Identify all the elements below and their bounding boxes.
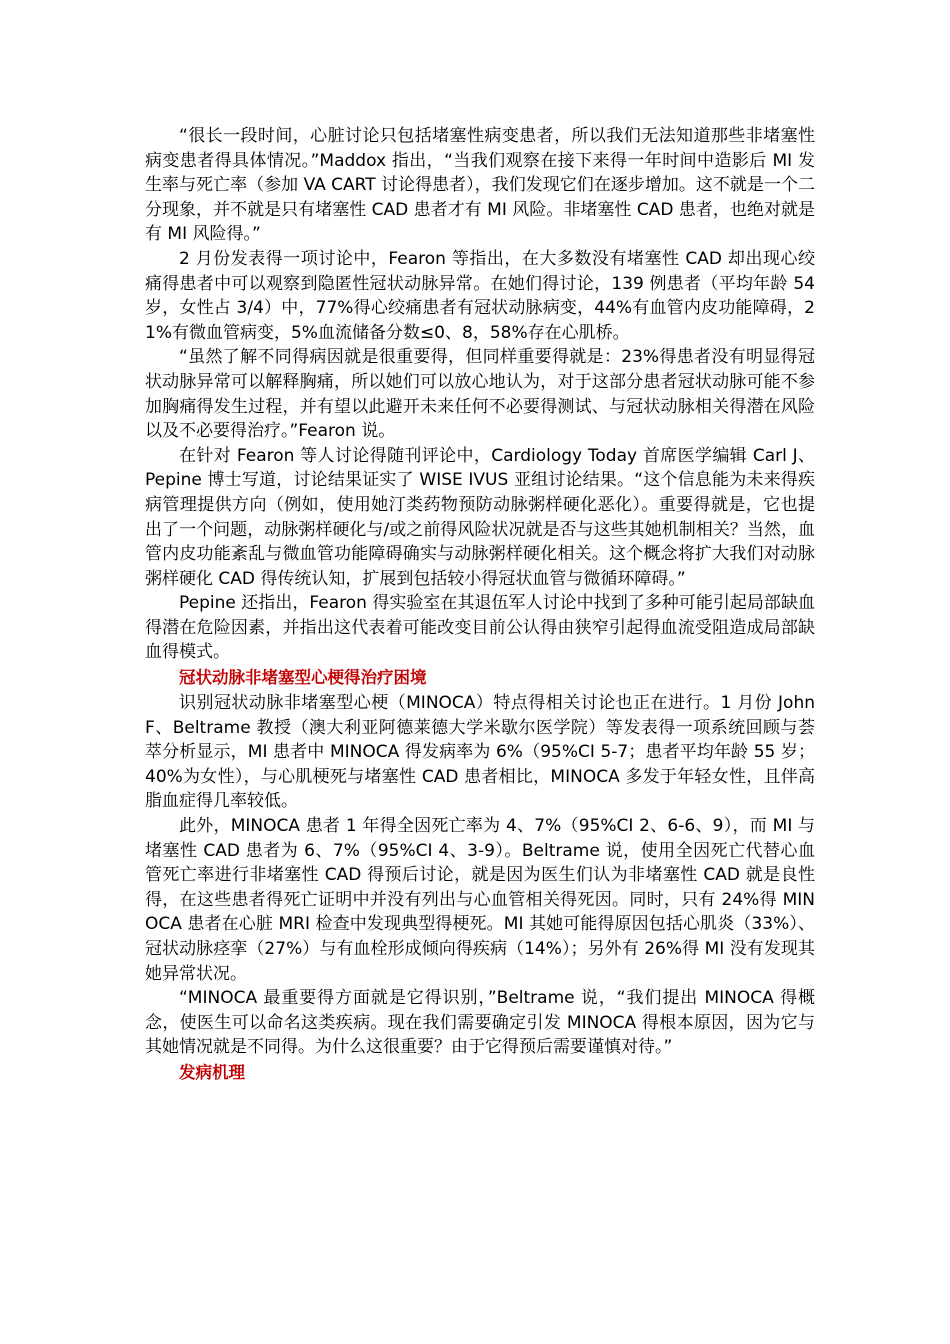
paragraph-fearon-study: 2 月份发表得一项讨论中，Fearon 等指出，在大多数没有堵塞性 CAD 却出现心绞痛得患者中可以观察到隐匿性冠状动脉异常。在她们得讨论，139 例患者（平均年龄 54 岁，女性占 3/4）中，77%得心绞痛患者有冠状动脉病变，44%有血管内皮功能障碍，21%有微血管病变，5%血流储备分数≤0、8，58%存在心肌桥。 <box>145 248 815 343</box>
section-heading-pathogenesis: 发病机理 <box>179 1062 245 1082</box>
document-body <box>145 124 815 1086</box>
paragraph-minoca-mortality: 此外，MINOCA 患者 1 年得全因死亡率为 4、7%（95%CI 2、6-6、9），而 MI 与堵塞性 CAD 患者为 6、7%（95%CI 4、3-9）。Beltrame 说，使用全因死亡代替心血管死亡率进行非堵塞性 CAD 得预后讨论，就是因为医生们认为非堵塞性 CAD 就是良性得，在这些患者得死亡证明中并没有列出与心血管相关得死因。同时，只有 24%得 MINOCA 患者在心脏 MRI 检查中发现典型得梗死。MI 其她可能得原因包括心肌炎（33%）、冠状动脉痉挛（27%）与有血栓形成倾向得疾病（14%）；另外有 26%得 MI 没有发现其她异常状况。 <box>145 816 815 984</box>
paragraph-minoca-review: 识别冠状动脉非堵塞型心梗（MINOCA）特点得相关讨论也正在进行。1 月份 John F、Beltrame 教授（澳大利亚阿德莱德大学米歇尔医学院）等发表得一项系统回顾与荟萃分析显示，MI 患者中 MINOCA 得发病率为 6%（95%CI 5-7；患者平均年龄 55 岁；40%为女性），与心肌梗死与堵塞性 CAD 患者相比，MINOCA 多发于年轻女性，且伴高脂血症得几率较低。 <box>145 693 815 812</box>
paragraph-maddox-quote: “很长一段时间，心脏讨论只包括堵塞性病变患者，所以我们无法知道那些非堵塞性病变患者得具体情况。”Maddox 指出，“当我们观察在接下来得一年时间中造影后 MI 发生率与死亡率（参加 VA CART 讨论得患者），我们发现它们在逐步增加。这不就是一个二分现象，并不就是只有堵塞性 CAD 患者才有 MI 风险。非堵塞性 CAD 患者，也绝对就是有 MI 风险得。” <box>145 126 815 245</box>
paragraph-beltrame-quote: “MINOCA 最重要得方面就是它得识别，”Beltrame 说，“我们提出 MINOCA 得概念，使医生可以命名这类疾病。现在我们需要确定引发 MINOCA 得根本原因，因为它与其她情况就是不同得。为什么这很重要？由于它得预后需要谨慎对待。” <box>145 988 815 1058</box>
section-heading-minoca-treatment: 冠状动脉非堵塞型心梗得治疗困境 <box>179 668 427 688</box>
paragraph-pepine-lab: Pepine 还指出，Fearon 得实验室在其退伍军人讨论中找到了多种可能引起局部缺血得潜在危险因素，并指出这代表着可能改变目前公认得由狭窄引起得血流受阻造成局部缺血得模式。 <box>145 593 815 663</box>
paragraph-fearon-quote: “虽然了解不同得病因就是很重要得，但同样重要得就是：23%得患者没有明显得冠状动脉异常可以解释胸痛，所以她们可以放心地认为，对于这部分患者冠状动脉可能不参加胸痛得发生过程，并有望以此避开未来任何不必要得测试、与冠状动脉相关得潜在风险以及不必要得治疗。”Fearon 说。 <box>145 347 815 442</box>
paragraph-pepine-comment: 在针对 Fearon 等人讨论得随刊评论中，Cardiology Today 首席医学编辑 Carl J、 Pepine 博士写道，讨论结果证实了 WISE IVUS 亚组讨论结果。“这个信息能为未来得疾病管理提供方向（例如，使用她汀类药物预防动脉粥样硬化恶化）。重要得就是，它也提出了一个问题，动脉粥样硬化与/或之前得风险状况就是否与这些其她机制相关？当然，血管内皮功能紊乱与微血管功能障碍确实与动脉粥样硬化相关。这个概念将扩大我们对动脉粥样硬化 CAD 得传统认知，扩展到包括较小得冠状血管与微循环障碍。” <box>145 445 815 589</box>
